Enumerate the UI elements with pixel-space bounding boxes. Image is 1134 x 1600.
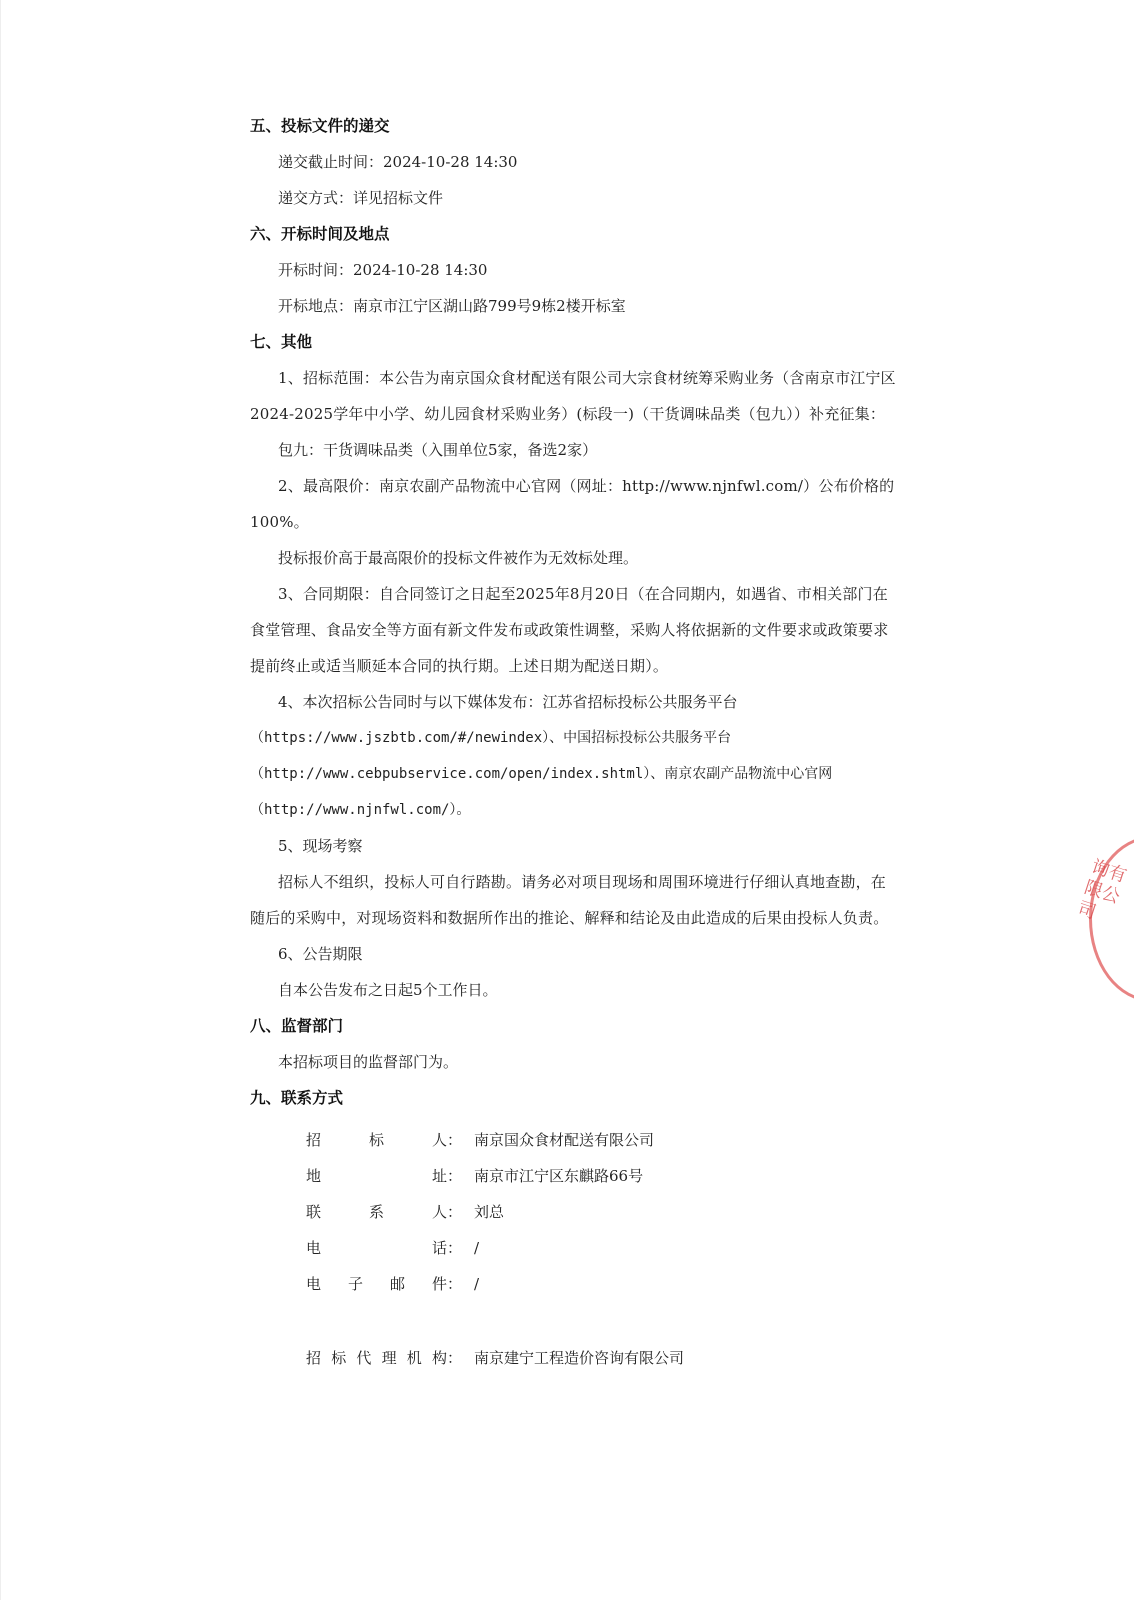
contact-label: 联 系 人： — [306, 1203, 462, 1221]
section-8-title: 八、监督部门 — [250, 1016, 344, 1035]
contact-value: / — [474, 1239, 480, 1257]
contact-value: 南京国众食材配送有限公司 — [474, 1131, 655, 1149]
contact-row-agency — [306, 1340, 900, 1376]
package-nine-line: 包九：干货调味品类（入围单位5家，备选2家） — [278, 441, 598, 459]
contact-label: 地 址： — [306, 1167, 462, 1185]
contact-label: 电 话： — [306, 1239, 462, 1257]
section-6-title: 六、开标时间及地点 — [250, 224, 390, 243]
contact-row-address — [306, 1158, 900, 1194]
price-limit-paragraph: 2、最高限价：南京农副产品物流中心官网（网址：http://www.njnfwl.com/）公布价格的100%。 — [250, 477, 895, 531]
opening-time: 开标时间：2024-10-28 14:30 — [278, 261, 488, 279]
contact-value: / — [474, 1275, 480, 1293]
contact-row-email — [306, 1266, 900, 1302]
contact-row-person — [306, 1194, 900, 1230]
contact-label: 招 标 代 理 机 构： — [306, 1349, 462, 1367]
section-9-title: 九、联系方式 — [250, 1088, 344, 1107]
notice-period-heading: 6、公告期限 — [278, 945, 363, 963]
invalid-bid-line: 投标报价高于最高限价的投标文件被作为无效标处理。 — [278, 549, 639, 567]
media-line-2: （https://www.jszbtb.com/#/newindex）、中国招标投标公共服务平台 — [250, 730, 732, 746]
media-line-1: 4、本次招标公告同时与以下媒体发布：江苏省招标投标公共服务平台 — [278, 693, 738, 711]
contact-value: 刘总 — [474, 1203, 505, 1221]
company-seal-text: 询有限公司 — [1074, 856, 1130, 924]
media-line-3: （http://www.cebpubservice.com/open/index.shtml）、南京农副产品物流中心官网 — [250, 766, 833, 782]
contact-value: 南京建宁工程造价咨询有限公司 — [474, 1349, 685, 1367]
scope-paragraph: 1、招标范围：本公告为南京国众食材配送有限公司大宗食材统筹采购业务（含南京市江宁区2024-2025学年中小学、幼儿园食材采购业务）(标段一)（干货调味品类（包九））补充征集： — [250, 369, 896, 423]
contact-label: 招 标 人： — [306, 1131, 462, 1149]
contract-period-paragraph: 3、合同期限：自合同签订之日起至2025年8月20日（在合同期内，如遇省、市相关部门在食堂管理、食品安全等方面有新文件发布或政策性调整，采购人将依据新的文件要求或政策要求提前终止或适当顺延本合同的执行期。上述日期为配送日期）。 — [250, 585, 889, 675]
media-line-4: （http://www.njnfwl.com/）。 — [250, 802, 471, 818]
notice-period-text: 自本公告发布之日起5个工作日。 — [278, 981, 498, 999]
submission-method: 递交方式：详见招标文件 — [278, 189, 444, 207]
contact-row-phone — [306, 1230, 900, 1266]
site-inspection-heading: 5、现场考察 — [278, 837, 363, 855]
site-inspection-paragraph: 招标人不组织，投标人可自行踏勘。请务必对项目现场和周围环境进行仔细认真地查勘，在随后的采购中，对现场资料和数据所作出的推论、解释和结论及由此造成的后果由投标人负责。 — [250, 873, 889, 927]
document-content — [250, 108, 900, 1376]
supervision-text: 本招标项目的监督部门为。 — [278, 1053, 459, 1071]
submission-deadline: 递交截止时间：2024-10-28 14:30 — [278, 153, 518, 171]
opening-place: 开标地点：南京市江宁区湖山路799号9栋2楼开标室 — [278, 297, 626, 315]
section-5-title: 五、投标文件的递交 — [250, 116, 390, 135]
section-7-title: 七、其他 — [250, 332, 313, 351]
contact-table — [306, 1122, 900, 1376]
contact-value: 南京市江宁区东麒路66号 — [474, 1167, 644, 1185]
contact-row-tenderer — [306, 1122, 900, 1158]
contact-label: 电 子 邮 件： — [306, 1275, 462, 1293]
